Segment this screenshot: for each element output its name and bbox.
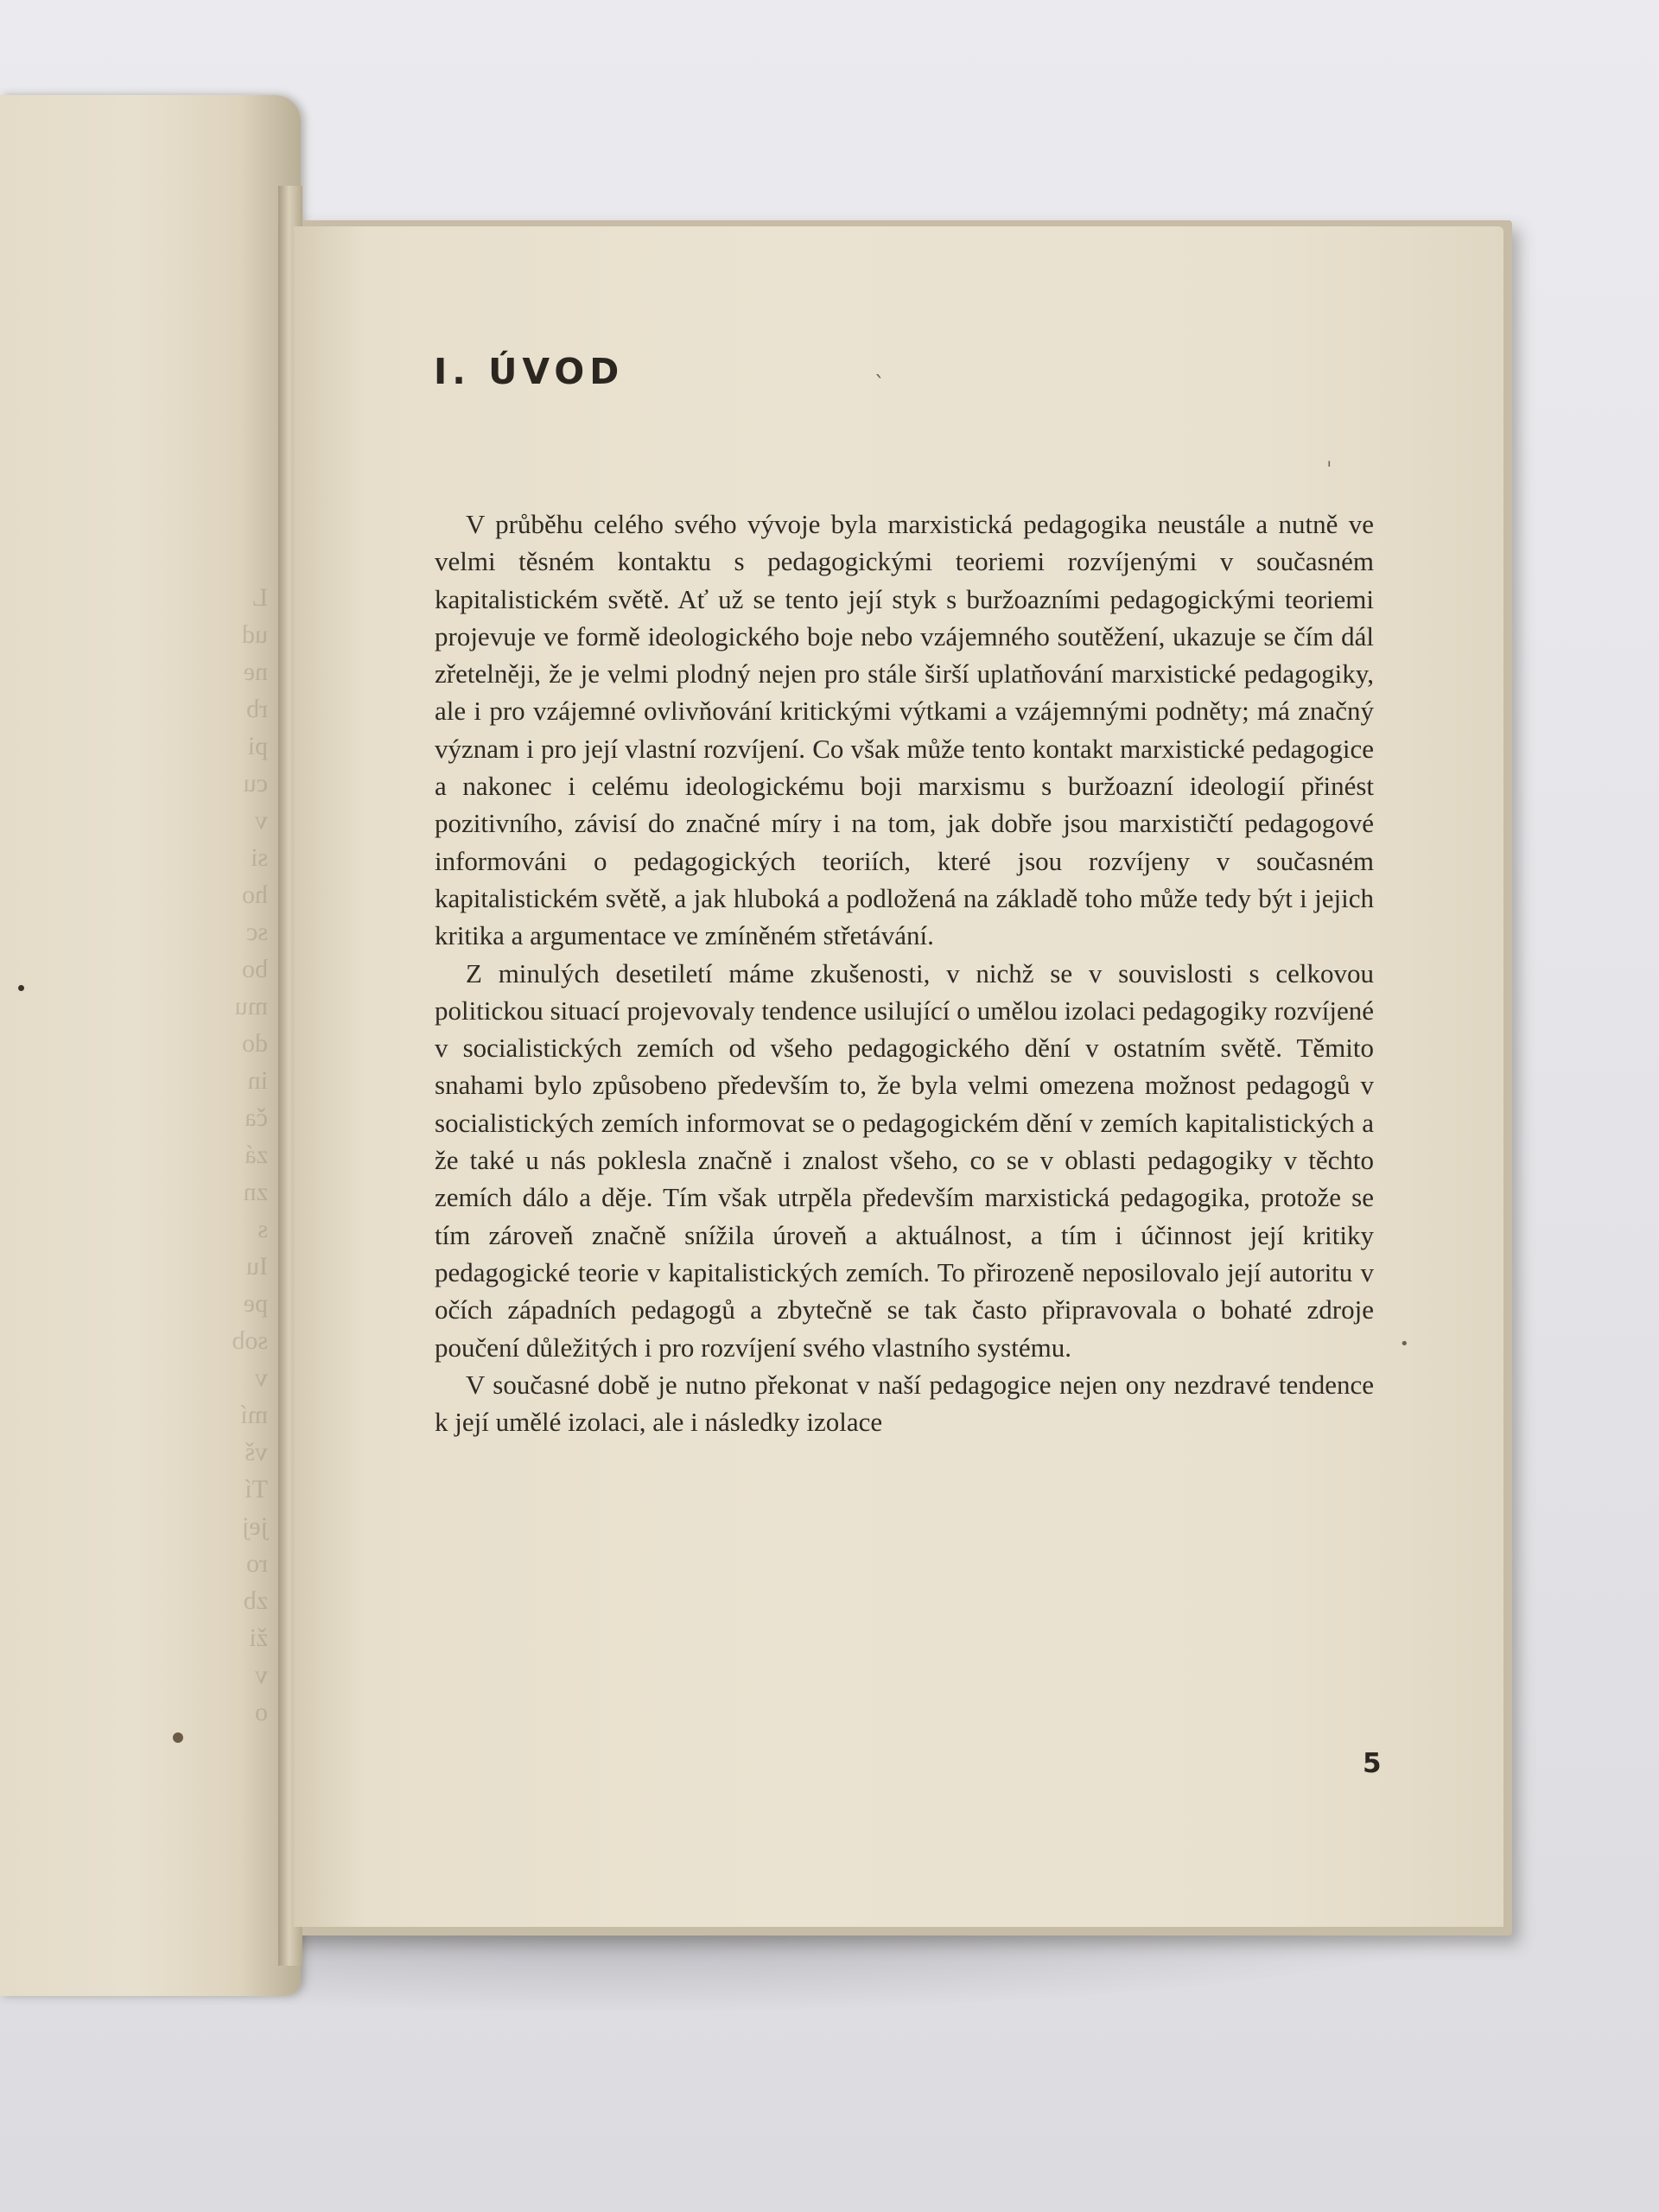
paragraph: V průběhu celého svého vývoje byla marxistická pedagogika neustále a nutně ve velmi těsném kontaktu s pedagogickými teoriemi rozvíjenými v současném kapitalistickém světě. Ať už se tento její styk s buržoazními pedagogickými teoriemi projevuje ve formě ideologického boje nebo vzájemného soutěžení, ukazuje se čím dál zřetelněji, že je velmi plodný nejen pro stále širší uplatňování marxistické pedagogiky, ale i pro vzájemné ovlivňování kritickými výtkami a vzájemnými podněty; má značný význam i pro její vlastní rozvíjení. Co však může tento kontakt marxistické pedagogice a nakonec i celému ideologickému boji marxismu s buržoazní ideologií přinést pozitivního, závisí do značné míry i na tom, jak dobře jsou marxističtí pedagogové informováni o pedagogických teoriích, které jsou rozvíjeny v současném kapitalistickém světě, a jak hluboká a podložená na základě toho může tedy být i jejich kritika a argumentace ve zmíněném střetávání.: [435, 509, 1374, 951]
ink-spot: [18, 985, 24, 991]
bleed-through-text: L ud ne rb pi cu v si ho sc bo mu do in ča zá zn s Iu pe sob v mí vš Tí jej ro zb ži v o: [232, 583, 268, 1726]
paper-speck: ˈ: [1326, 458, 1332, 482]
paragraph: V současné době je nutno překonat v naší pedagogice nejen ony nezdravé tendence k její umělé izolaci, ale i následky izolace: [435, 1369, 1374, 1438]
paper-speck: ˎ: [874, 354, 885, 378]
chapter-title: I. ÚVOD: [434, 351, 625, 392]
ink-spot: [173, 1732, 183, 1743]
paper-speck: •: [1400, 1335, 1409, 1353]
body-text: [435, 505, 1374, 1440]
paragraph: Z minulých desetiletí máme zkušenosti, v nichž se v souvislosti s celkovou politickou situací projevovaly tendence usilující o umělou izolaci pedagogiky rozvíjené v socialistických zemích od všeho pedagogického dění v ostatním světě. Těmito snahami bylo způsobeno především to, že byla velmi omezena možnost pedagogů v socialistických zemích informovat se o pedagogickém dění v zemích kapitalistických a že také u nás poklesla značně i znalost všeho, co se v oblasti pedagogiky v těchto zemích dálo a děje. Tím však utrpěla především marxistická pedagogika, protože se tím zároveň značně snížila úroveň a aktuálnost, a tím i účinnost její kritiky pedagogické teorie v kapitalistických zemích. To přirozeně neposilovalo její autoritu v očích západních pedagogů a zbytečně se tak často připravovala o bohaté zdroje poučení důležitých i pro rozvíjení svého vlastního systému.: [435, 957, 1374, 1363]
left-page: [0, 95, 301, 1996]
page-number: 5: [1363, 1748, 1382, 1779]
